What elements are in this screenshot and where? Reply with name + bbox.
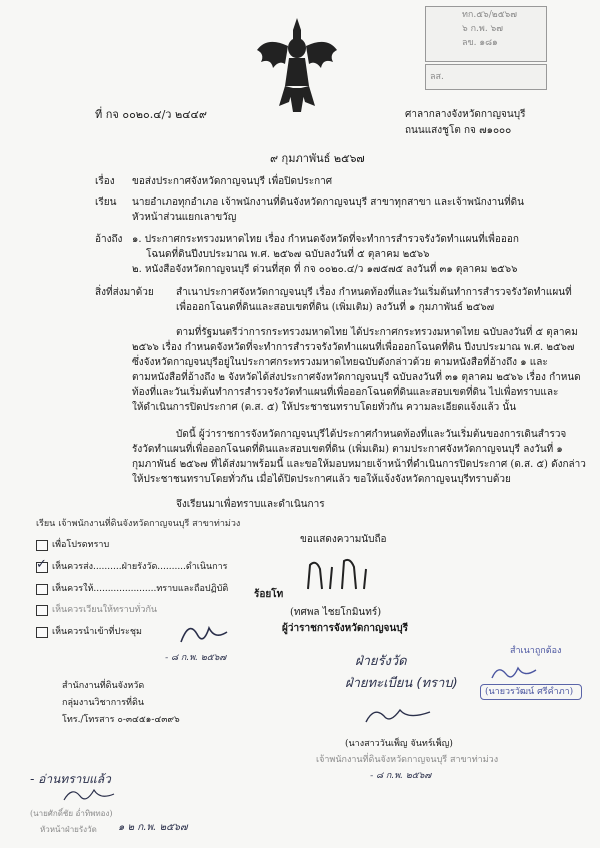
- agency-name: ศาลากลางจังหวัดกาญจนบุรี: [405, 109, 526, 120]
- reference-line: ๑. ประกาศกระทรวงมหาดไทย เรื่อง กำหนดจังหวัดที่จะทำการสำรวจรังวัดทำแผนที่เพื่อออก: [132, 234, 519, 245]
- enclosure-line: เพื่อออกโฉนดที่ดินและสอบเขตที่ดิน (เพิ่มเติม) ลงวันที่ ๑ กุมภาพันธ์ ๒๕๖๗: [176, 302, 495, 313]
- reference-label: อ้างถึง: [95, 234, 123, 245]
- subject-text: ขอส่งประกาศจังหวัดกาญจนบุรี เพื่อปิดประกาศ: [132, 176, 333, 187]
- option-label: เพื่อโปรดทราบ: [52, 540, 110, 550]
- clerk-signature-icon: [360, 700, 440, 728]
- body-line: ท้องที่และวันเริ่มต้นทำการสำรวจรังวัดทำแผนที่เพื่อออกโฉนดที่ดินและสอบเขตที่ดิน ไปเพื่อทราบและ: [132, 387, 559, 398]
- agency-address: ถนนแสงชูโต กจ ๗๑๐๐๐: [405, 125, 512, 136]
- body-line: บัดนี้ ผู้ว่าราชการจังหวัดกาญจนบุรีได้ประกาศกำหนดท้องที่และวันเริ่มต้นของการเดินสำรวจ: [176, 429, 567, 440]
- option-checkbox[interactable]: [36, 584, 48, 595]
- handwritten-note: ฝ่ายทะเบียน (ทราบ): [345, 676, 458, 691]
- subject-label: เรื่อง: [95, 176, 115, 187]
- handwritten-note: ฝ่ายรังวัด: [355, 654, 407, 669]
- footer-office: สำนักงานที่ดินจังหวัด: [62, 681, 145, 691]
- option-checkbox[interactable]: [36, 627, 48, 638]
- option-label: เห็นควรนำเข้าที่ประชุม: [52, 627, 142, 637]
- clerk-name: (นางสาววันเพ็ญ จันทร์เพ็ญ): [345, 739, 453, 749]
- option-checkbox[interactable]: [36, 605, 48, 616]
- option-label: เห็นควรส่ง..........ฝ่ายรังวัด..........ดำเนินการ: [52, 562, 228, 572]
- recipient-line: นายอำเภอทุกอำเภอ เจ้าพนักงานที่ดินจังหวัดกาญจนบุรี สาขาทุกสาขา และเจ้าพนักงานที่ดิน: [132, 197, 525, 208]
- clerk-title: เจ้าพนักงานที่ดินจังหวัดกาญจนบุรี สาขาท่าม่วง: [316, 755, 499, 765]
- receipt-line: ๖ ก.พ. ๖๗: [462, 24, 504, 34]
- receipt-lower-box: [425, 64, 547, 90]
- bottom-signature-icon: [60, 784, 120, 806]
- body-line: ตามที่รัฐมนตรีว่าการกระทรวงมหาดไทย ได้ประกาศกระทรวงมหาดไทย ฉบับลงวันที่ ๕ ตุลาคม: [176, 327, 578, 338]
- initial-date: - ๘ ก.พ. ๒๕๖๗: [165, 653, 227, 663]
- option-label: เห็นควรเวียนให้ทราบทั่วกัน: [52, 605, 158, 615]
- body-line: รังวัดทำแผนที่เพื่อออกโฉนดที่ดินและสอบเขตที่ดิน (เพิ่มเติม) ตามประกาศจังหวัดกาญจนบุรี ลงวันที่ ๑: [132, 444, 563, 455]
- check-mark-icon: ✓: [36, 557, 47, 572]
- receipt-label: ลส.: [430, 72, 444, 82]
- governor-signature-icon: [300, 555, 380, 595]
- bottom-title: หัวหน้าฝ่ายรังวัด: [40, 825, 97, 834]
- closing-request: จึงเรียนมาเพื่อทราบและดำเนินการ: [176, 499, 325, 510]
- signer-rank: ร้อยโท: [254, 589, 284, 600]
- body-line: ๒๕๖๖ เรื่อง กำหนดจังหวัดที่จะทำการสำรวจรังวัดทำแผนที่เพื่อออกโฉนดที่ดิน ปีงบประมาณ พ.ศ. ๒๕๖๗: [132, 342, 575, 353]
- document-number: ที่ กจ ๐๐๒๐.๔/ว ๒๔๔๙: [95, 108, 207, 121]
- signer-title: ผู้ว่าราชการจังหวัดกาญจนบุรี: [282, 623, 408, 634]
- body-line: ซึ่งจังหวัดกาญจนบุรีอยู่ในประกาศกระทรวงมหาดไทยฉบับดังกล่าวด้วย ตามหนังสือที่อ้างถึง ๑ และ: [132, 357, 548, 368]
- verify-stamp-label: สำเนาถูกต้อง: [510, 646, 562, 656]
- receipt-line: ลข. ๑๘๑: [462, 38, 498, 48]
- bottom-date: ๑ ๒ ก.พ. ๒๕๖๗: [118, 822, 188, 833]
- signer-name: (ทศพล ไชยโกมินทร์): [290, 607, 382, 618]
- garuda-emblem: [255, 16, 339, 116]
- verify-stamp-name: (นายวรวัฒน์ ศรีคำภา): [485, 687, 574, 697]
- body-line: กุมภาพันธ์ ๒๕๖๗ ที่ได้ส่งมาพร้อมนี้ และขอให้มอบหมายเจ้าหน้าที่ดำเนินการปิดประกาศ (ด.ส. ๕) ดังกล่าว: [132, 459, 586, 470]
- clerk-date: - ๘ ก.พ. ๒๕๖๗: [370, 771, 432, 781]
- recipient-line: หัวหน้าส่วนแยกเลาขวัญ: [132, 212, 237, 223]
- option-checkbox[interactable]: [36, 540, 48, 551]
- enclosure-line: สำเนาประกาศจังหวัดกาญจนบุรี เรื่อง กำหนดท้องที่และวันเริ่มต้นทำการสำรวจรังวัดทำแผนที่: [176, 287, 572, 298]
- initial-signature-icon: [175, 618, 235, 650]
- body-line: ให้ดำเนินการปิดประกาศ (ด.ส. ๕) ให้ประชาชนทราบโดยทั่วกัน ความละเอียดแจ้งแล้ว นั้น: [132, 402, 517, 413]
- reference-line: โฉนดที่ดินปีงบประมาณ พ.ศ. ๒๕๖๗ ฉบับลงวันที่ ๕ ตุลาคม ๒๕๖๖: [146, 249, 430, 260]
- verify-stamp: [480, 684, 582, 700]
- body-line: ให้ประชาชนทราบโดยทั่วกัน เมื่อได้ปิดประกาศแล้ว ขอให้แจ้งจังหวัดกาญจนบุรีทราบด้วย: [132, 474, 511, 485]
- document-date: ๙ กุมภาพันธ์ ๒๕๖๗: [270, 152, 365, 165]
- bottom-name: (นายศักดิ์ชัย อ่ำทิพทอง): [30, 809, 113, 818]
- recipient-label: เรียน: [95, 197, 117, 208]
- closing-salutation: ขอแสดงความนับถือ: [300, 534, 387, 545]
- option-label: เห็นควรให้......................ทราบและถือปฏิบัติ: [52, 584, 229, 594]
- bottom-handwritten-note: - อ่านทราบแล้ว: [30, 772, 111, 786]
- footer-phone: โทร./โทรสาร ๐-๓๔๕๑-๔๓๙๖: [62, 715, 180, 725]
- footer-group: กลุ่มงานวิชาการที่ดิน: [62, 698, 144, 708]
- receipt-stamp: [425, 6, 547, 62]
- verify-signature-icon: [488, 660, 548, 684]
- receipt-line: ทก.๕๖/๒๕๖๗: [462, 10, 518, 20]
- routing-recipient: เรียน เจ้าพนักงานที่ดินจังหวัดกาญจนบุรี สาขาท่าม่วง: [36, 519, 241, 529]
- enclosure-label: สิ่งที่ส่งมาด้วย: [95, 287, 154, 298]
- body-line: ตามหนังสือที่อ้างถึง ๒ จังหวัดได้ส่งประกาศจังหวัดกาญจนบุรี ฉบับลงวันที่ ๓๑ ตุลาคม ๒๕๖๖ เรื่อง กำหนด: [132, 372, 581, 383]
- reference-line: ๒. หนังสือจังหวัดกาญจนบุรี ด่วนที่สุด ที่ กจ ๐๐๒๐.๔/ว ๑๗๕๗๕ ลงวันที่ ๓๑ ตุลาคม ๒๕๖๖: [132, 264, 518, 275]
